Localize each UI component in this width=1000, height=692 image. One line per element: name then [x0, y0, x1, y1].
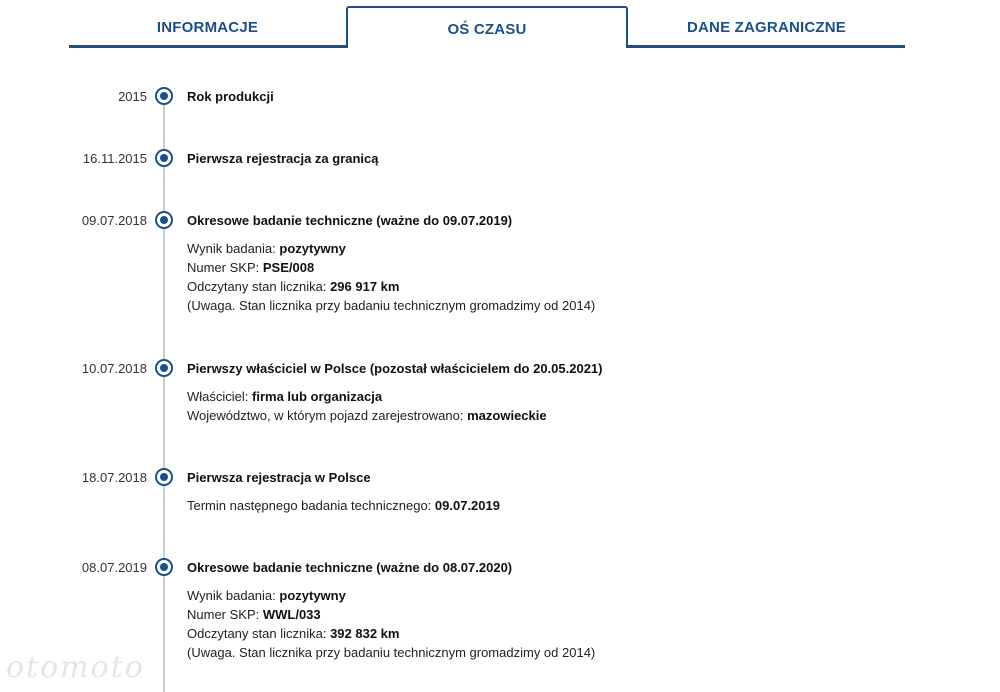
timeline-dot-icon — [155, 211, 173, 229]
detail-line: Numer SKP: PSE/008 — [187, 260, 315, 275]
detail-note: (Uwaga. Stan licznika przy badaniu technicznym gromadzimy od 2014) — [187, 645, 596, 660]
tab-dane-zagraniczne[interactable]: DANE ZAGRANICZNE — [686, 18, 847, 36]
event-date: 08.07.2019 — [81, 560, 147, 575]
event-title: Pierwszy właściciel w Polsce (pozostał właścicielem do 20.05.2021) — [187, 361, 603, 376]
detail-line: Właściciel: firma lub organizacja — [187, 389, 383, 404]
detail-line: Wynik badania: pozytywny — [187, 241, 346, 256]
timeline-dot-icon — [155, 558, 173, 576]
event-title: Okresowe badanie techniczne (ważne do 08.07.2020) — [187, 560, 513, 575]
event-date: 16.11.2015 — [82, 151, 147, 166]
timeline-dot-icon — [155, 359, 173, 377]
detail-line: Województwo, w którym pojazd zarejestrowano: mazowieckie — [187, 408, 547, 423]
detail-line: Termin następnego badania technicznego: 09.07.2019 — [187, 498, 500, 513]
detail-line: Odczytany stan licznika: 392 832 km — [187, 626, 400, 641]
event-details — [187, 239, 595, 315]
detail-line: Wynik badania: pozytywny — [187, 588, 346, 603]
event-date: 18.07.2018 — [81, 470, 147, 485]
tab-os-czasu[interactable] — [346, 6, 628, 48]
timeline-dot-icon — [155, 87, 173, 105]
event-details — [187, 387, 547, 425]
event-date: 10.07.2018 — [81, 361, 147, 376]
tab-informacje[interactable]: INFORMACJE — [156, 18, 259, 36]
event-details — [187, 586, 595, 662]
timeline-dot-icon — [155, 149, 173, 167]
event-title: Pierwsza rejestracja za granicą — [187, 151, 379, 166]
event-details — [187, 496, 500, 515]
event-title: Okresowe badanie techniczne (ważne do 09.07.2019) — [187, 213, 513, 228]
detail-line: Odczytany stan licznika: 296 917 km — [187, 279, 400, 294]
timeline-dot-icon — [155, 468, 173, 486]
event-date: 2015 — [118, 89, 147, 104]
event-title: Pierwsza rejestracja w Polsce — [187, 470, 371, 485]
event-date: 09.07.2018 — [81, 213, 147, 228]
tab-os-czasu-label: OŚ CZASU — [447, 20, 527, 38]
timeline-line — [163, 96, 165, 692]
watermark: otomoto — [6, 650, 145, 685]
detail-note: (Uwaga. Stan licznika przy badaniu technicznym gromadzimy od 2014) — [187, 298, 596, 313]
event-title: Rok produkcji — [187, 89, 274, 104]
detail-line: Numer SKP: WWL/033 — [187, 607, 321, 622]
